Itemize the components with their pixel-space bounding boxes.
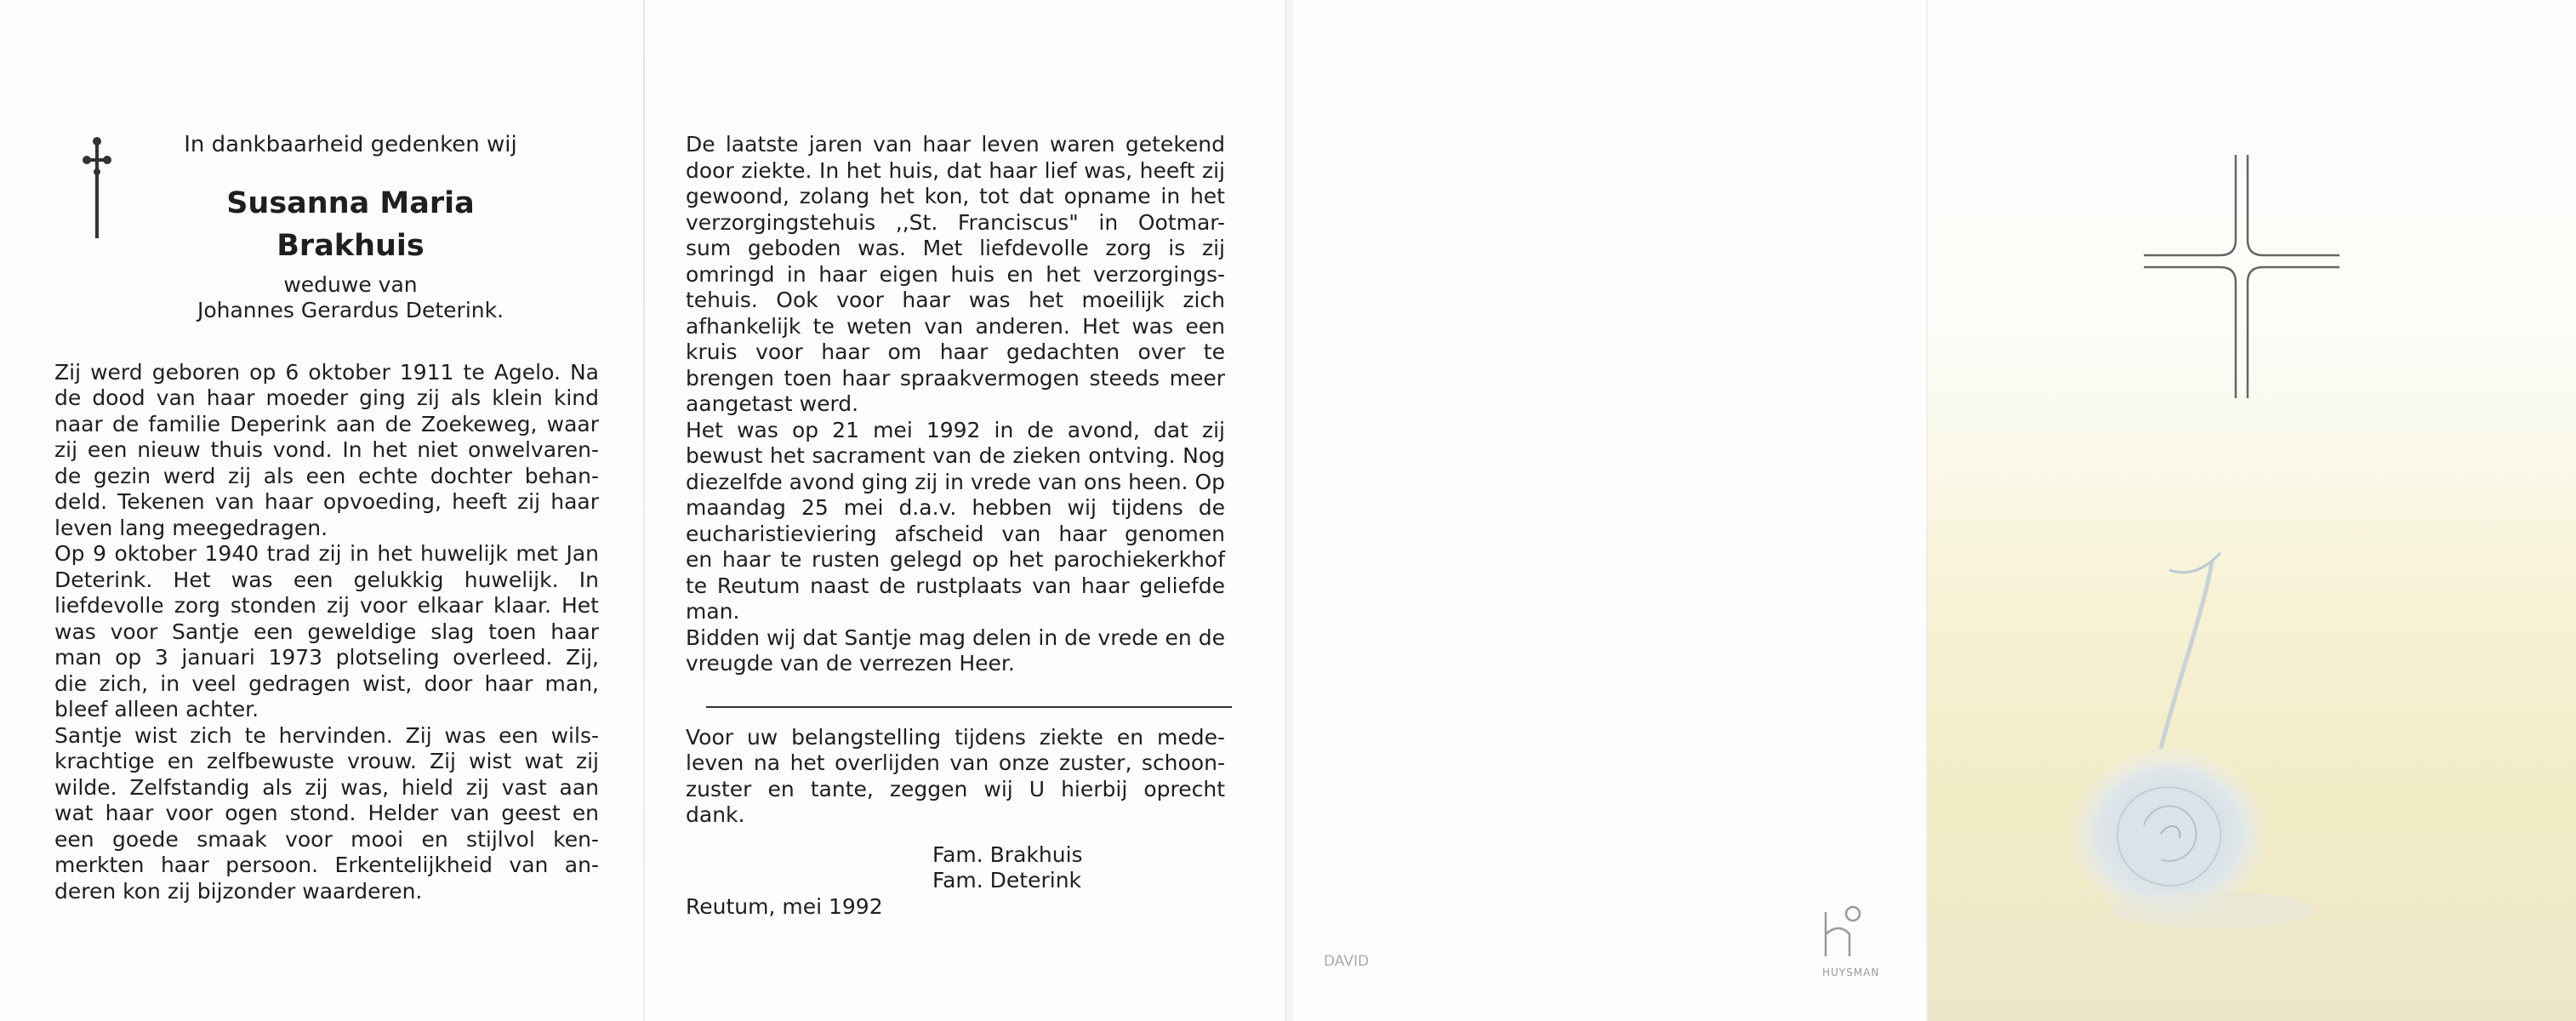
deceased-first-names: Susanna Maria bbox=[226, 185, 475, 220]
widow-of-label: weduwe van bbox=[283, 271, 418, 297]
text-line: te Reutum naast de rustplaats van haar geliefde bbox=[686, 573, 1225, 598]
text-line: verzorgingstehuis ,,St. Franciscus" in Ootmar- bbox=[686, 209, 1225, 235]
designer-mark: DAVID bbox=[1324, 953, 1370, 970]
text-line: sum geboden was. Met liefdevolle zorg is zij bbox=[686, 236, 1225, 260]
place-date: Reutum, mei 1992 bbox=[686, 893, 883, 919]
thanks-text bbox=[686, 725, 1225, 829]
text-line: omringd in haar eigen huis en het verzorgings- bbox=[686, 261, 1225, 287]
life-text bbox=[686, 132, 1225, 677]
bio-line: die zich, in veel gedragen wist, door haar man, bbox=[54, 670, 599, 696]
right-column bbox=[686, 132, 1225, 920]
bio-line: Deterink. Het was een gelukkig huwelijk. In bbox=[54, 567, 599, 592]
cover-fold bbox=[1926, 0, 1928, 1021]
thanks-line: dank. bbox=[686, 802, 745, 827]
bio-line: Santje wist zich te hervinden. Zij was een wils- bbox=[54, 722, 599, 748]
text-line: afhankelijk te weten van anderen. Het was een bbox=[686, 313, 1225, 339]
bio-line: Op 9 oktober 1940 trad zij in het huwelijk met Jan bbox=[54, 541, 599, 566]
bio-line: naar de familie Deperink aan de Zoekeweg, waar bbox=[54, 411, 599, 436]
text-line: door ziekte. In het huis, dat haar lief was, heeft zij bbox=[686, 157, 1225, 183]
deceased-surname: Brakhuis bbox=[276, 228, 425, 263]
text-line: vreugde van de verrezen Heer. bbox=[686, 651, 1015, 676]
bio-line: zij een nieuw thuis vond. In het niet onwelvaren- bbox=[54, 437, 599, 462]
text-line: gewoond, zolang het kon, tot dat opname in het bbox=[686, 184, 1225, 208]
thanks-line: Voor uw belangstelling tijdens ziekte en mede- bbox=[686, 724, 1225, 750]
bio-line: krachtige en zelfbewuste vrouw. Zij wist wat zij bbox=[54, 749, 599, 773]
thanks-line: zuster en tante, zeggen wij U hierbij oprecht bbox=[686, 776, 1225, 801]
bio-line: deld. Tekenen van haar opvoeding, heeft zij haar bbox=[54, 489, 599, 514]
left-column bbox=[54, 132, 599, 904]
text-line: man. bbox=[686, 599, 740, 624]
bio-line: man op 3 januari 1973 plotseling overleed. Zij, bbox=[54, 645, 599, 670]
bio-line: bleef alleen achter. bbox=[54, 697, 259, 722]
bio-line: Zij werd geboren op 6 oktober 1911 te Agelo. Na bbox=[54, 359, 599, 385]
signature-brakhuis: Fam. Brakhuis bbox=[932, 841, 1083, 867]
text-line: De laatste jaren van haar leven waren getekend bbox=[686, 132, 1225, 157]
bio-line: wilde. Zelfstandig als zij was, hield zij vast aan bbox=[54, 774, 599, 800]
bio-line: wat haar voor ogen stond. Helder van geest en bbox=[54, 801, 599, 825]
bio-line: de dood van haar moeder ging zij als klein kind bbox=[54, 385, 599, 410]
text-line: tehuis. Ook voor haar was het moeilijk zich bbox=[686, 288, 1225, 312]
cross-outline-icon bbox=[2144, 155, 2339, 398]
thanks-line: leven na het overlijden van onze zuster, schoon- bbox=[686, 750, 1225, 775]
printer-name: HUYSMAN bbox=[1822, 967, 1880, 978]
prayer-card-inside bbox=[0, 0, 1286, 1021]
text-line: maandag 25 mei d.a.v. hebben wij tijdens de bbox=[686, 495, 1225, 520]
memorial-heading: In dankbaarheid gedenken wij bbox=[184, 132, 517, 157]
bio-line: een goede smaak voor mooi en stijlvol ken- bbox=[54, 826, 599, 852]
card-fold bbox=[643, 0, 645, 1021]
bio-line: deren kon zij bijzonder waarderen. bbox=[54, 878, 423, 904]
text-line: kruis voor haar om haar gedachten over te bbox=[686, 339, 1225, 364]
text-line: Bidden wij dat Santje mag delen in de vrede en de bbox=[686, 625, 1225, 650]
bio-line: de gezin werd zij als een echte dochter behan- bbox=[54, 463, 599, 488]
bio-line: liefdevolle zorg stonden zij voor elkaar klaar. Het bbox=[54, 593, 599, 618]
text-line: aangetast werd. bbox=[686, 391, 859, 416]
husband-name: Johannes Gerardus Deterink. bbox=[197, 298, 504, 322]
text-line: en haar te rusten gelegd op het parochiekerkhof bbox=[686, 547, 1225, 572]
biography bbox=[54, 360, 599, 905]
bio-line: leven lang meegedragen. bbox=[54, 515, 328, 540]
text-line: diezelfde avond ging zij in vrede van ons heen. Op bbox=[686, 469, 1225, 494]
text-line: brengen toen haar spraakvermogen steeds meer bbox=[686, 365, 1225, 391]
printer-logo-icon bbox=[1819, 904, 1866, 963]
text-line: Het was op 21 mei 1992 in de avond, dat zij bbox=[686, 417, 1225, 442]
signature-deterink: Fam. Deterink bbox=[932, 868, 1082, 893]
divider-rule bbox=[706, 706, 1232, 708]
text-line: bewust het sacrament van de zieken ontving. Nog bbox=[686, 443, 1225, 468]
text-line: eucharistieviering afscheid van haar genomen bbox=[686, 521, 1225, 546]
bio-line: was voor Santje een geweldige slag toen haar bbox=[54, 619, 599, 644]
rose-illustration-icon bbox=[2042, 545, 2314, 936]
printer-logo bbox=[1819, 904, 1880, 980]
bio-line: merkten haar persoon. Erkentelijkheid van an- bbox=[54, 853, 599, 877]
